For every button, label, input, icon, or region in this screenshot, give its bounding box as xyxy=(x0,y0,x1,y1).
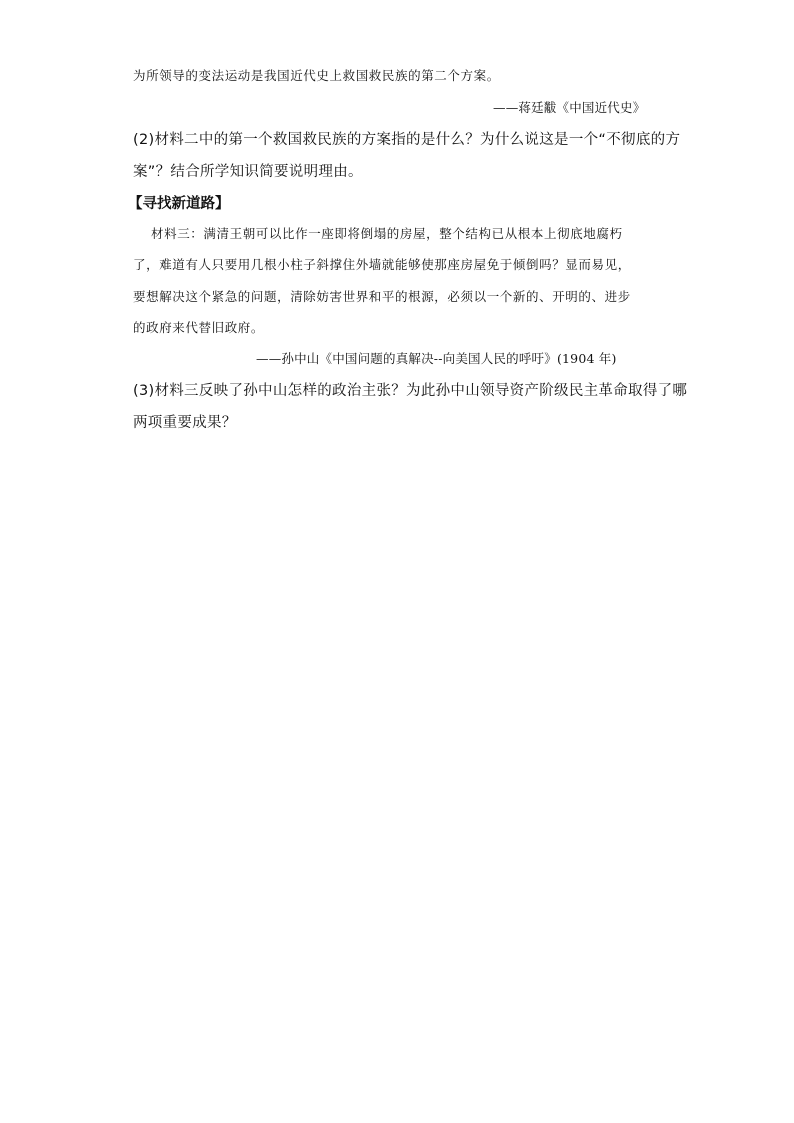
material-three-line-1: 材料三：满清王朝可以比作一座即将倒塌的房屋，整个结构已从根本上彻底地腐朽 xyxy=(151,226,623,241)
material-two-tail: 为所领导的变法运动是我国近代史上救国救民族的第二个方案。 xyxy=(133,68,500,83)
section-heading-new-path: 【寻找新道路】 xyxy=(128,196,230,212)
material-two-source: ——蒋廷黻《中国近代史》 xyxy=(493,100,646,115)
question-2-line-1: (2)材料二中的第一个救国救民族的方案指的是什么？为什么说这是一个“不彻底的方 xyxy=(133,132,681,148)
material-three-line-4: 的政府来代替旧政府。 xyxy=(133,320,265,335)
material-three-source: ——孙中山《中国问题的真解决--向美国人民的呼吁》(1904 年) xyxy=(256,351,617,366)
material-three-line-3: 要想解决这个紧急的问题，清除妨害世界和平的根源，必须以一个新的、开明的、进步 xyxy=(133,289,631,304)
question-3-line-2: 两项重要成果？ xyxy=(133,415,237,431)
question-2-line-2: 案”？结合所学知识简要说明理由。 xyxy=(133,164,363,180)
material-three-line-2: 了，难道有人只要用几根小柱子斜撑住外墙就能够使那座房屋免于倾倒吗？显而易见， xyxy=(133,257,631,272)
question-3-line-1: (3)材料三反映了孙中山怎样的政治主张？为此孙中山领导资产阶级民主革命取得了哪 xyxy=(133,383,688,399)
